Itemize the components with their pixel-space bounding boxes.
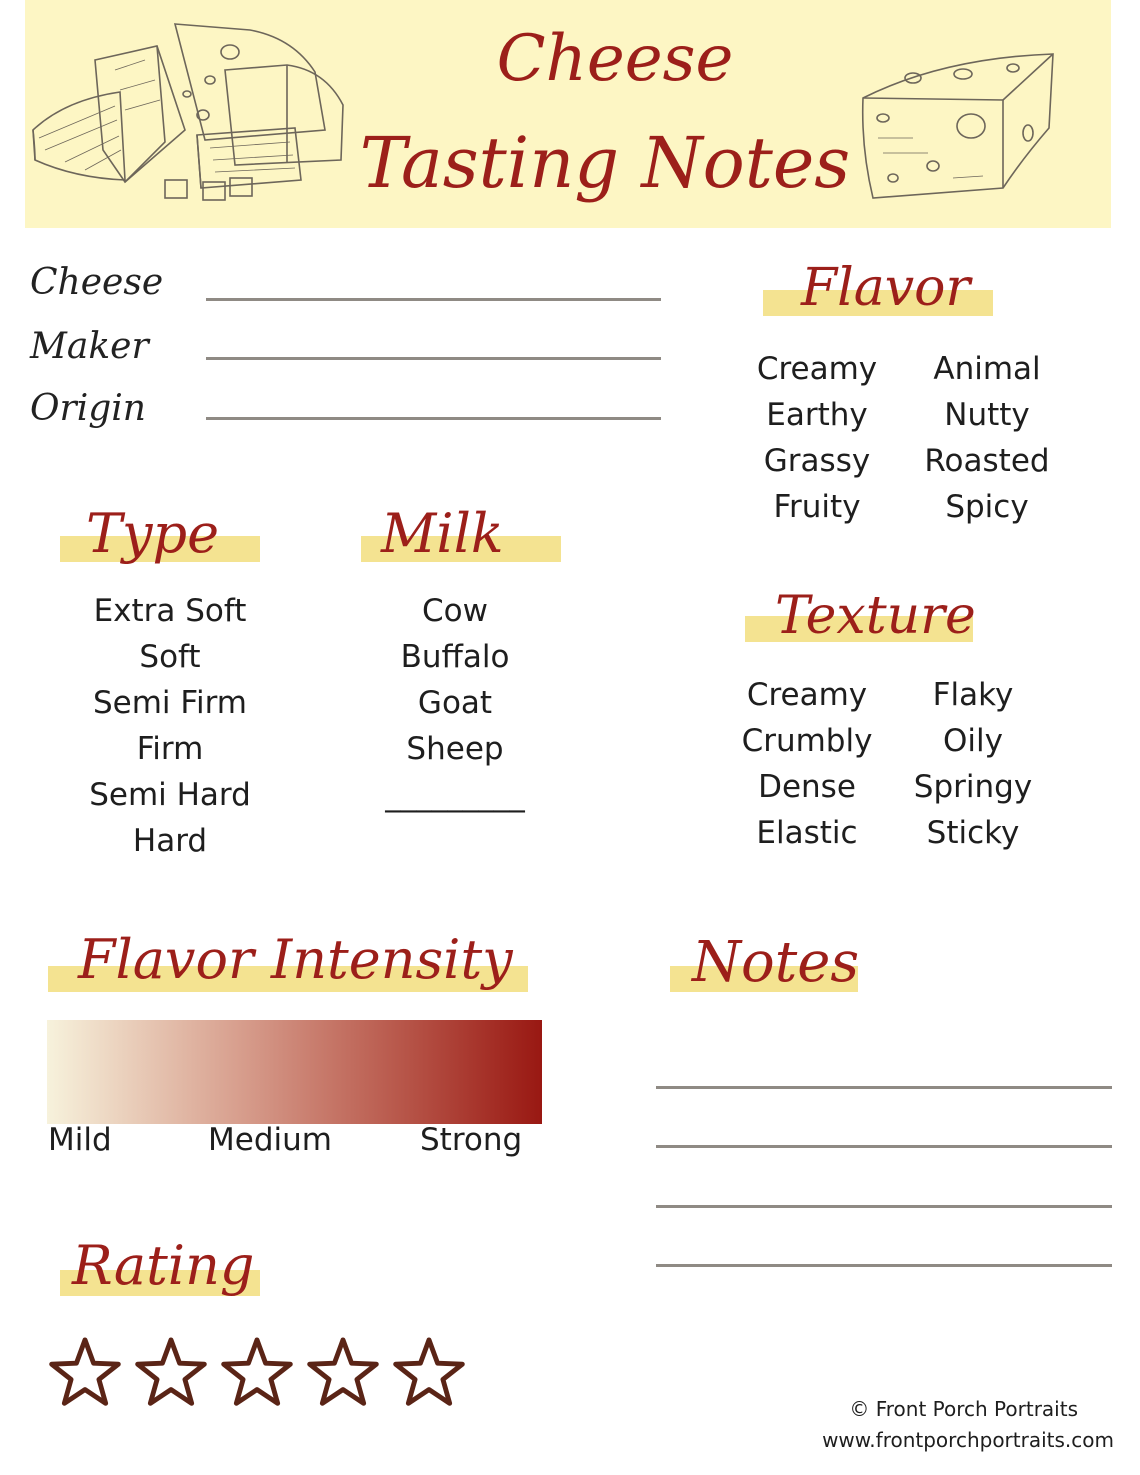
swiss-cheese-illustration (853, 38, 1068, 203)
type-option[interactable]: Firm (136, 731, 204, 767)
flavor-heading-text: Flavor (801, 258, 971, 318)
notes-write-line[interactable] (656, 1205, 1112, 1208)
type-option[interactable]: Extra Soft (93, 593, 247, 629)
maker-field-label: Maker (30, 326, 149, 367)
milk-list (370, 588, 540, 818)
rating-star-icon[interactable] (304, 1336, 382, 1412)
origin-write-line[interactable] (206, 417, 661, 420)
flavor-option[interactable]: Roasted (924, 443, 1050, 479)
texture-option[interactable]: Springy (913, 769, 1033, 805)
notes-write-line[interactable] (656, 1145, 1112, 1148)
flavor-option[interactable]: Earthy (766, 397, 868, 433)
texture-option[interactable]: Oily (943, 723, 1003, 759)
flavor-option[interactable]: Creamy (756, 351, 878, 387)
milk-option[interactable]: Buffalo (400, 639, 510, 675)
flavor-list-col2 (902, 346, 1072, 530)
type-list (60, 588, 280, 864)
header-banner (25, 0, 1111, 228)
page-title-line1: Cheese (496, 22, 734, 96)
type-option[interactable]: Semi Hard (89, 777, 251, 813)
page-title-line2: Tasting Notes (359, 122, 851, 204)
milk-heading (361, 500, 581, 570)
texture-option[interactable]: Creamy (746, 677, 868, 713)
flavor-option[interactable]: Fruity (773, 489, 861, 525)
flavor-list-col1 (737, 346, 897, 530)
intensity-heading-text: Flavor Intensity (78, 928, 513, 991)
texture-option[interactable]: Dense (758, 769, 856, 805)
milk-heading-text: Milk (381, 502, 504, 565)
cheese-write-line[interactable] (206, 298, 661, 301)
rating-star-icon[interactable] (46, 1336, 124, 1412)
scale-label-strong: Strong (420, 1122, 523, 1158)
texture-option[interactable]: Flaky (932, 677, 1014, 713)
flavor-option[interactable]: Grassy (763, 443, 871, 479)
footer-copyright: © Front Porch Portraits (849, 1397, 1078, 1421)
texture-option[interactable]: Sticky (926, 815, 1020, 851)
footer-url[interactable]: www.frontporchportraits.com (822, 1428, 1114, 1452)
rating-star-icon[interactable] (390, 1336, 468, 1412)
type-heading (60, 500, 280, 570)
milk-other-blank[interactable]: _________ (385, 777, 525, 813)
texture-list-col1 (727, 672, 887, 856)
notes-heading-text: Notes (692, 930, 860, 995)
milk-option[interactable]: Goat (417, 685, 493, 721)
texture-heading-text: Texture (775, 586, 976, 646)
milk-option[interactable]: Cow (422, 593, 488, 629)
flavor-option[interactable]: Animal (933, 351, 1041, 387)
texture-list-col2 (893, 672, 1053, 856)
type-option[interactable]: Soft (139, 639, 201, 675)
maker-write-line[interactable] (206, 357, 661, 360)
texture-option[interactable]: Elastic (756, 815, 858, 851)
rating-heading-text: Rating (72, 1234, 255, 1297)
rating-star-icon[interactable] (218, 1336, 296, 1412)
texture-option[interactable]: Crumbly (741, 723, 873, 759)
milk-option[interactable]: Sheep (406, 731, 504, 767)
notes-heading (670, 930, 890, 1000)
rating-stars (46, 1336, 466, 1416)
rating-heading (60, 1234, 300, 1304)
intensity-heading (48, 928, 548, 998)
texture-heading (745, 586, 1015, 656)
type-option[interactable]: Hard (132, 823, 208, 859)
rating-star-icon[interactable] (132, 1336, 210, 1412)
scale-label-mild: Mild (48, 1122, 112, 1158)
notes-write-line[interactable] (656, 1086, 1112, 1089)
flavor-heading (763, 258, 1023, 328)
flavor-option[interactable]: Spicy (945, 489, 1029, 525)
cheese-assortment-illustration (25, 10, 355, 220)
type-heading-text: Type (86, 502, 220, 565)
type-option[interactable]: Semi Firm (92, 685, 247, 721)
intensity-gradient-scale[interactable] (47, 1020, 542, 1124)
cheese-field-label: Cheese (30, 262, 164, 303)
scale-label-medium: Medium (208, 1122, 332, 1158)
origin-field-label: Origin (30, 388, 146, 429)
notes-write-line[interactable] (656, 1264, 1112, 1267)
flavor-option[interactable]: Nutty (944, 397, 1030, 433)
